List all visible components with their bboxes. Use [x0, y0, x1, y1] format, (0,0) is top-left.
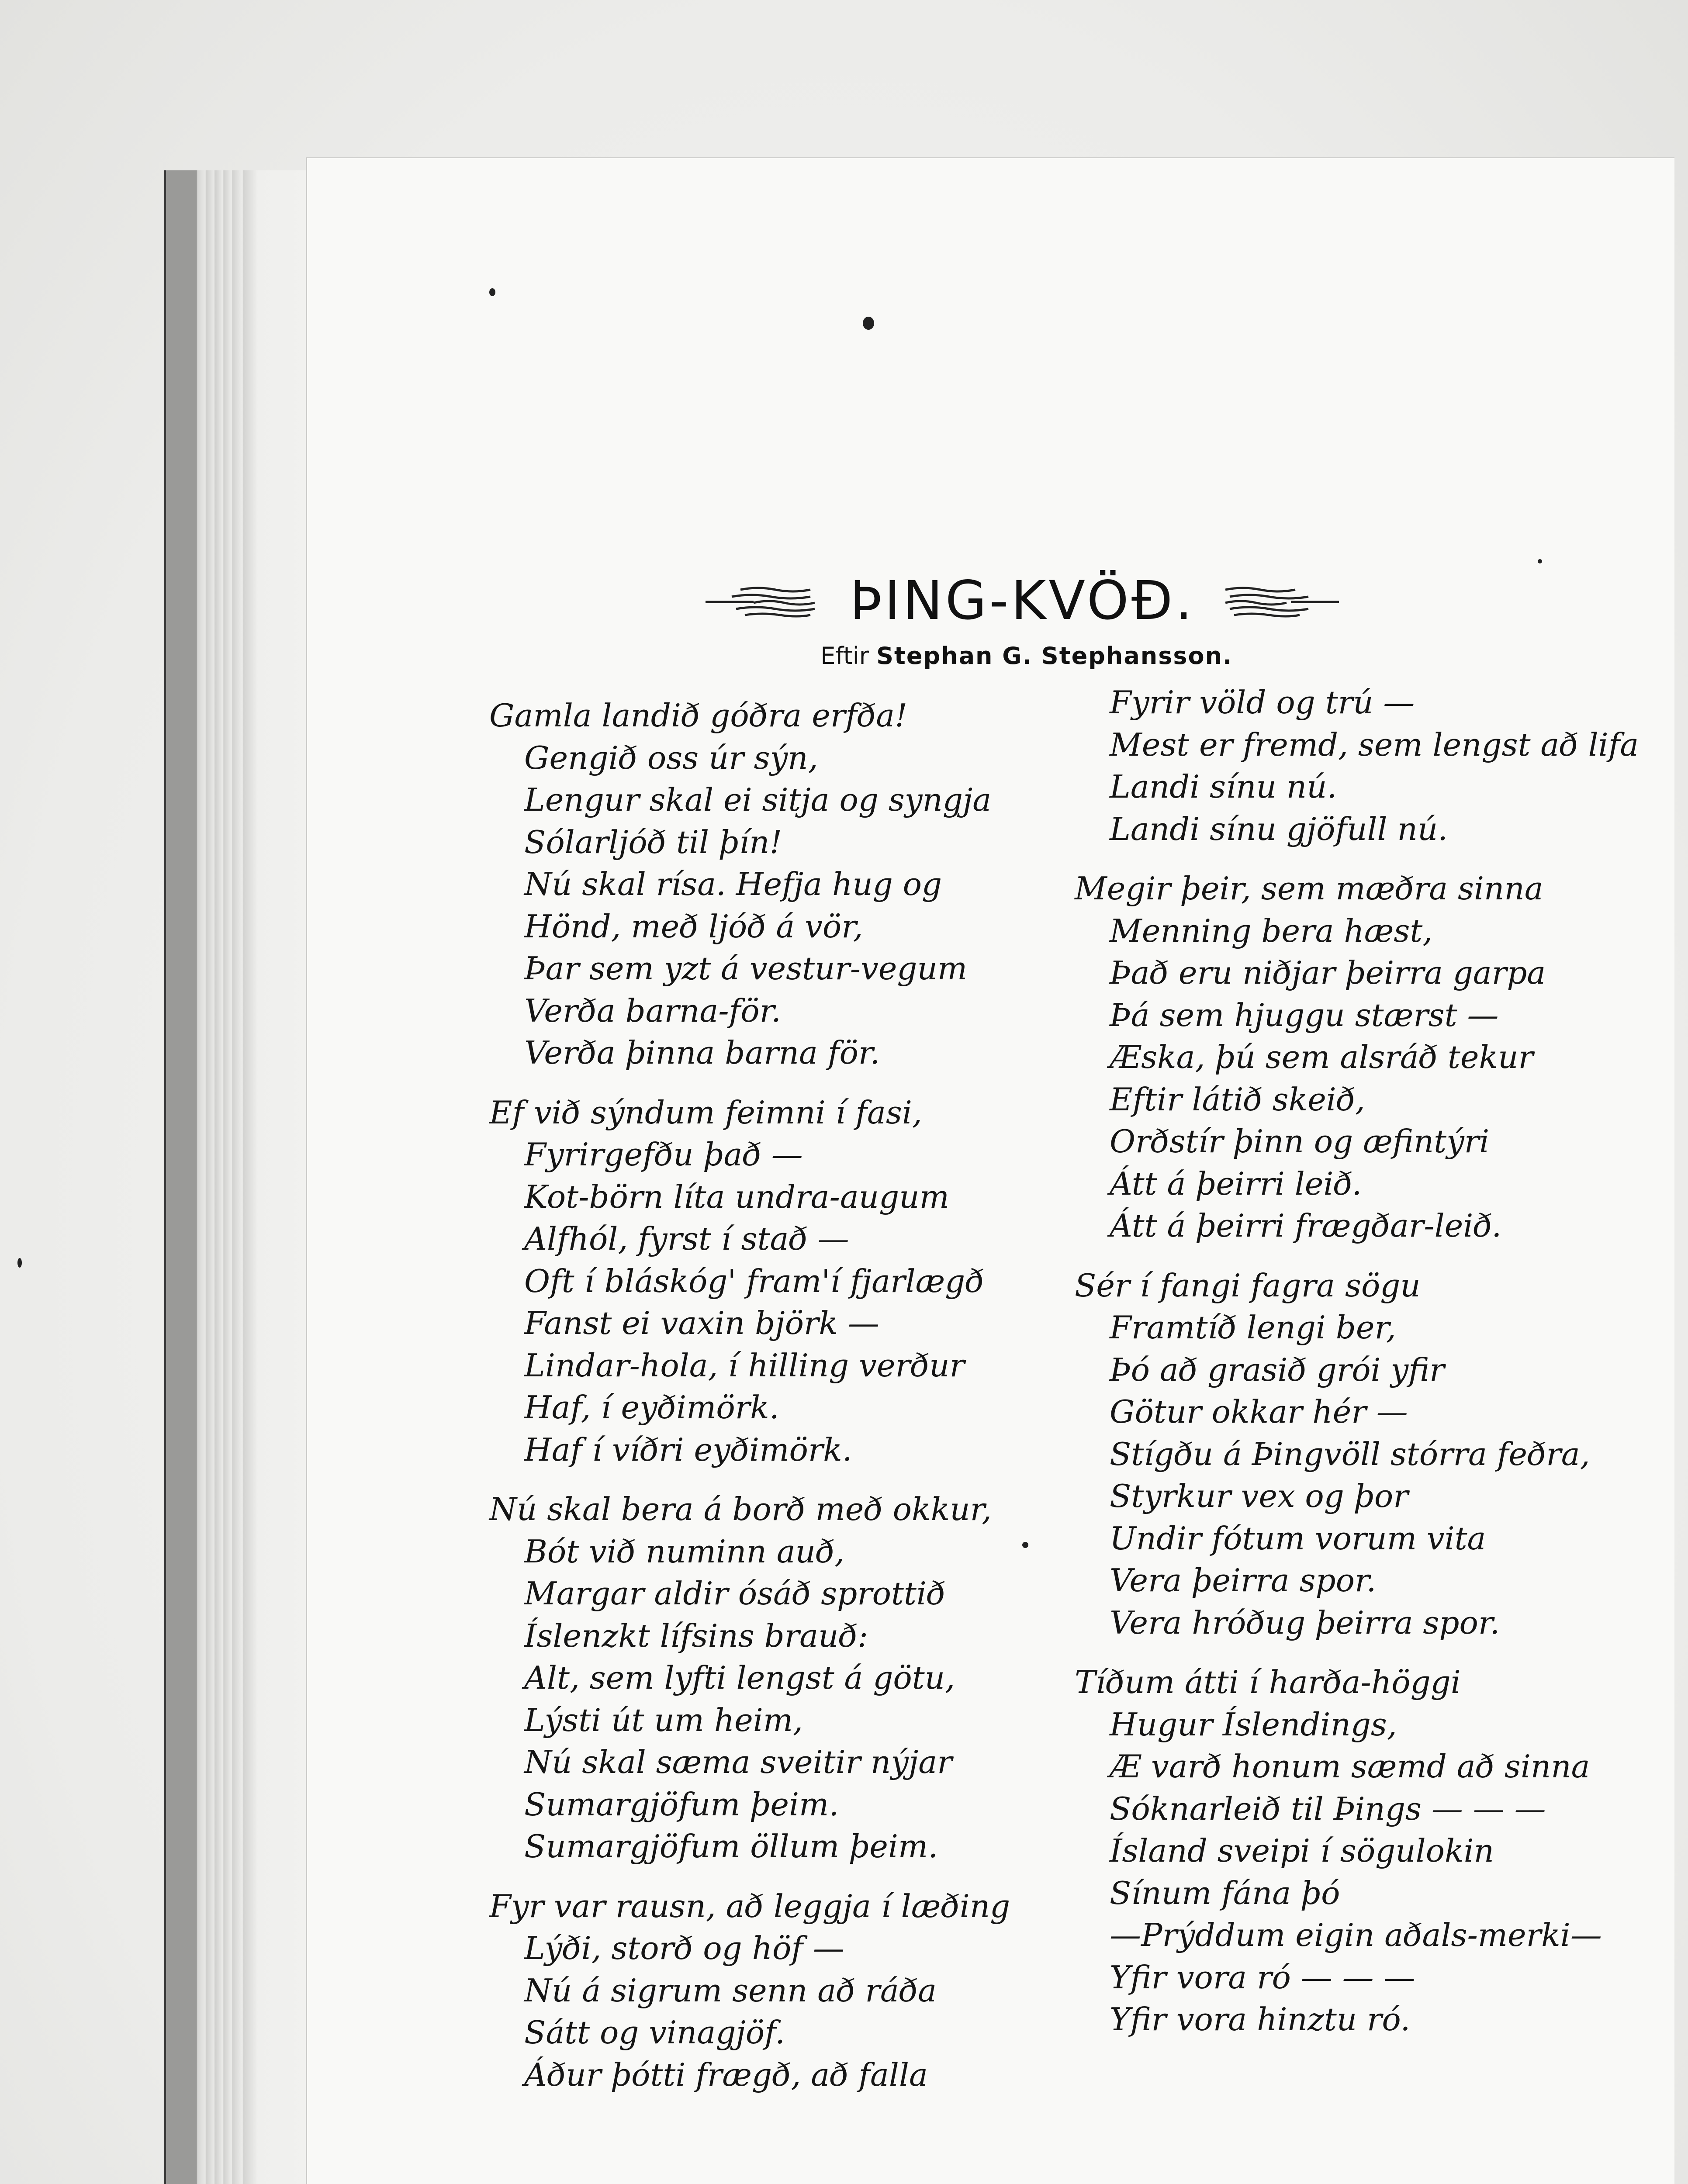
poem-line: Átt á þeirri leið. [1110, 1165, 1362, 1202]
poem-line: Ísland sveipi í sögulokin [1110, 1832, 1494, 1869]
stanza [1075, 867, 1643, 1247]
poem-line: Sumargjöfum þeim. [524, 1786, 839, 1823]
stanza [489, 1885, 1057, 2096]
poem-line: Götur okkar hér — [1110, 1393, 1408, 1430]
poem-line: Sólarljóð til þín! [524, 823, 782, 860]
poem-line: Nú skal rísa. Hefja hug og [524, 866, 942, 902]
poem-line: Undir fótum vorum vita [1110, 1520, 1486, 1557]
poem-line: Sínum fána þó [1110, 1874, 1340, 1911]
poem-line: Sér í fangi fagra sögu [1075, 1267, 1421, 1304]
poem-line: Sumargjöfum öllum þeim. [524, 1828, 938, 1865]
poem-line: Megir þeir, sem mæðra sinna [1075, 870, 1543, 907]
poem-line: Þar sem yzt á vestur-vegum [524, 950, 968, 987]
poem-line: Landi sínu gjöfull nú. [1110, 810, 1448, 847]
stanza [1075, 1661, 1643, 2041]
dust-speck [1538, 559, 1542, 563]
byline-author: Stephan G. Stephansson. [876, 642, 1233, 670]
byline [699, 642, 1354, 670]
poem-line: Eftir látið skeið, [1110, 1081, 1366, 1118]
stanza [489, 1092, 1057, 1471]
poem-line: Alfhól, fyrst í stað — [524, 1220, 849, 1257]
poem-line: Æ varð honum sæmd að sinna [1110, 1748, 1590, 1785]
poem-line: Þó að grasið grói yfir [1110, 1351, 1445, 1388]
stanza [489, 1488, 1057, 1868]
dust-speck [489, 288, 495, 296]
poem-line: Átt á þeirri frægðar-leið. [1110, 1207, 1502, 1244]
poem-line: Haf í víðri eyðimörk. [524, 1431, 852, 1468]
stanza [489, 695, 1057, 1074]
poem-line: Íslenzkt lífsins brauð: [524, 1617, 868, 1654]
poem-line: Framtíð lengi ber, [1110, 1309, 1396, 1346]
poem-line: Fyr var rausn, að leggja í læðing [489, 1887, 1010, 1925]
poem-line: Æska, þú sem alsráð tekur [1110, 1039, 1533, 1075]
poem-line: Ef við sýndum feimni í fasi, [489, 1094, 922, 1131]
poem-line: Margar aldir ósáð sprottið [524, 1575, 946, 1612]
poem-line: Lýði, storð og höf — [524, 1930, 844, 1966]
poem-line: Bót við numinn auð, [524, 1533, 845, 1570]
title-row [673, 568, 1372, 633]
left-poem-column [489, 695, 1057, 2113]
poem-line: Hugur Íslendings, [1110, 1706, 1397, 1743]
poem-line: Gengið oss úr sýn, [524, 739, 818, 776]
poem-line: Landi sínu nú. [1110, 768, 1337, 805]
poem-line: Stígðu á Þingvöll stórra feðra, [1110, 1435, 1590, 1472]
dust-speck [17, 1258, 22, 1268]
poem-line: Verða barna-för. [524, 992, 782, 1029]
poem-line: Nú skal sæma sveitir nýjar [524, 1744, 952, 1780]
poem-line: Alt, sem lyfti lengst á götu, [524, 1659, 955, 1696]
poem-line: Oft í bláskóg' fram'í fjarlægð [524, 1262, 984, 1299]
poem-line: Fyrirgefðu það — [524, 1136, 803, 1173]
poem-line: Sóknarleið til Þings — — — [1110, 1790, 1546, 1827]
right-poem-column [1075, 681, 1643, 2058]
poem-line: Styrkur vex og þor [1110, 1478, 1408, 1514]
poem-line: Tíðum átti í harða-höggi [1075, 1664, 1461, 1700]
left-flourish-icon [706, 581, 819, 620]
poem-line: Yfir vora ró — — — [1110, 1959, 1415, 1996]
poem-line: Menning bera hæst, [1110, 912, 1433, 949]
stanza [1075, 1265, 1643, 1644]
poem-line: Orðstír þinn og æfintýri [1110, 1123, 1490, 1160]
poem-line: Yfir vora hinztu ró. [1110, 2001, 1411, 2038]
poem-title: ÞING-KVÖÐ. [849, 570, 1195, 632]
poem-line: Haf, í eyðimörk. [524, 1389, 779, 1426]
poem-line: Þá sem hjuggu stærst — [1110, 996, 1499, 1033]
poem-line: Lengur skal ei sitja og syngja [524, 781, 992, 818]
poem-line: Gamla landið góðra erfða! [489, 697, 908, 734]
poem-line: Hönd, með ljóð á vör, [524, 908, 863, 945]
poem-line: Lýsti út um heim, [524, 1701, 803, 1738]
poem-line: —Prýddum eigin aðals-merki— [1110, 1917, 1602, 1953]
poem-line: Vera hróðug þeirra spor. [1110, 1604, 1500, 1641]
right-flourish-icon [1225, 581, 1339, 620]
poem-line: Vera þeirra spor. [1110, 1562, 1377, 1599]
poem-line: Það eru niðjar þeirra garpa [1110, 954, 1546, 991]
dust-speck [863, 317, 874, 330]
poem-line: Sátt og vinagjöf. [524, 2014, 785, 2051]
poem-line: Fyrir völd og trú — [1110, 684, 1415, 721]
poem-line: Kot-börn líta undra-augum [524, 1178, 949, 1215]
poem-line: Fanst ei vaxin björk — [524, 1305, 879, 1341]
byline-prefix: Eftir [820, 642, 869, 670]
poem-line: Áður þótti frægð, að falla [524, 2056, 928, 2093]
poem-line: Mest er fremd, sem lengst að lifa [1110, 726, 1639, 763]
poem-line: Nú á sigrum senn að ráða [524, 1972, 937, 2009]
poem-line: Lindar-hola, í hilling verður [524, 1347, 965, 1384]
poem-line: Nú skal bera á borð með okkur, [489, 1491, 992, 1527]
stanza [1075, 681, 1643, 850]
poem-line: Verða þinna barna för. [524, 1034, 880, 1071]
